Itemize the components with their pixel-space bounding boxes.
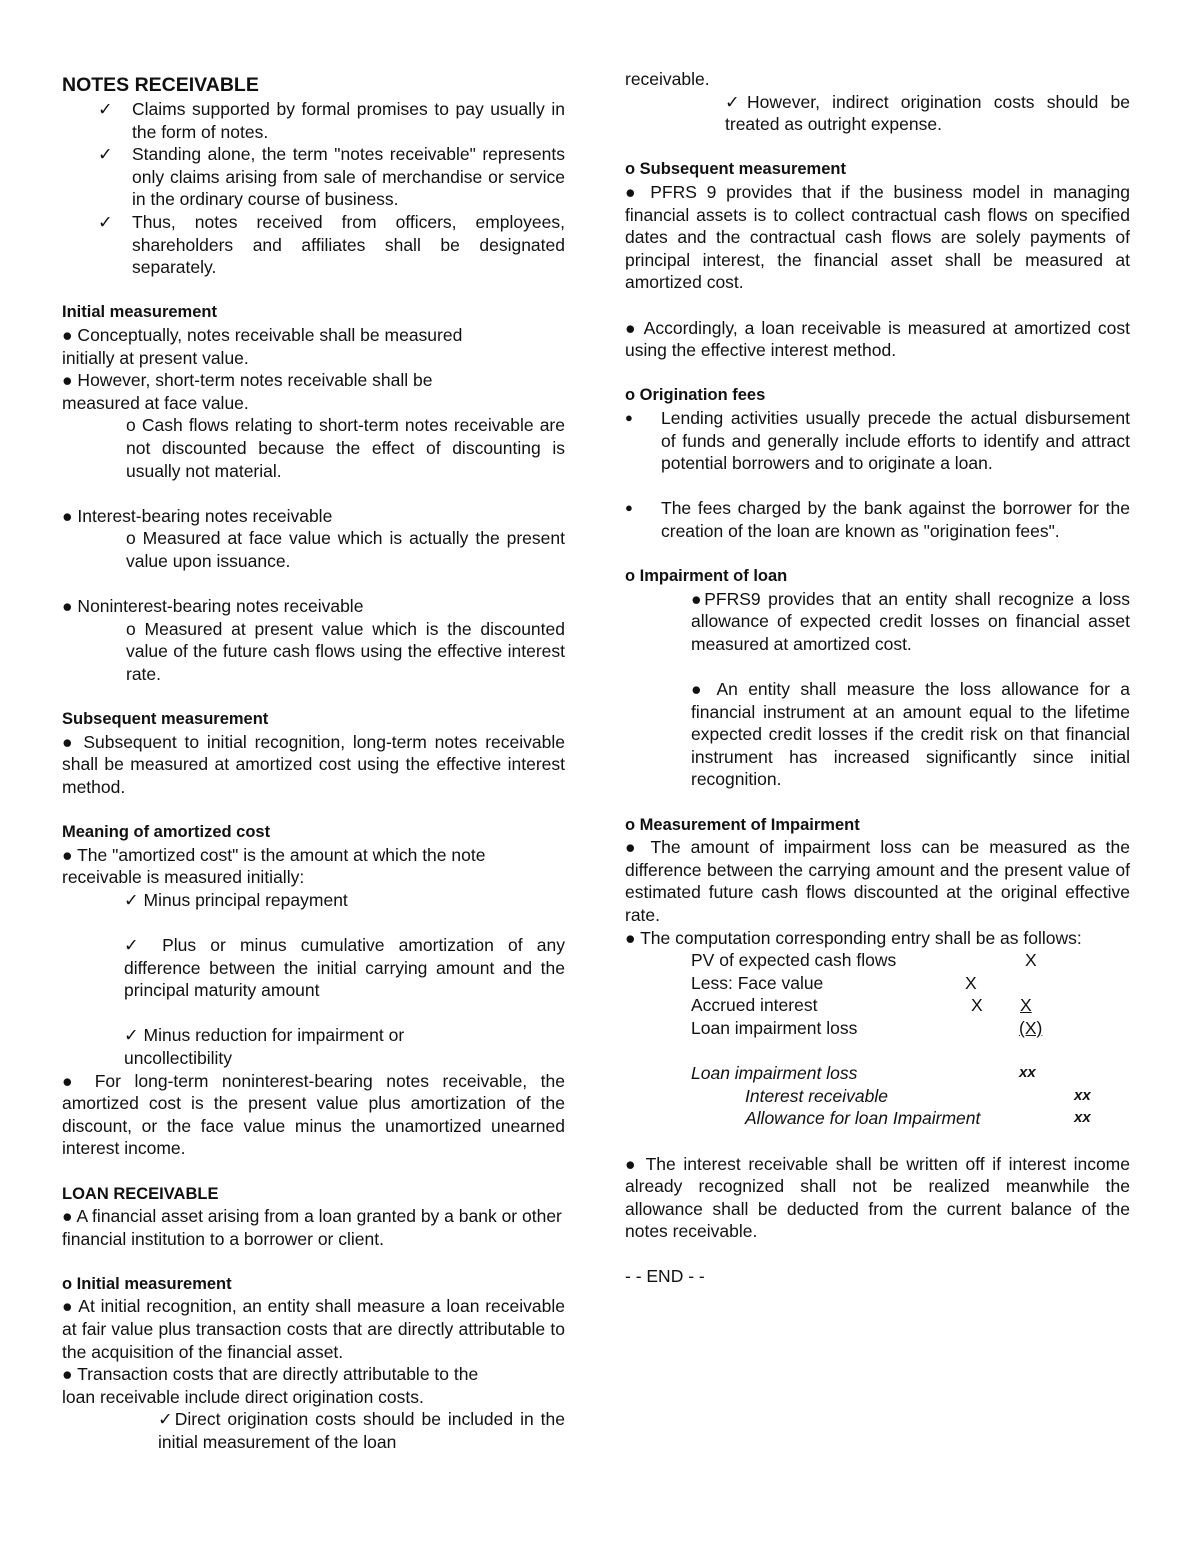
checklist-item <box>62 211 565 279</box>
check-line: ✓ Plus or minus cumulative amortization of any difference between the initial carrying amount and the principal maturity amount <box>124 934 565 1001</box>
journal-entry-debit <box>625 1062 1130 1085</box>
paragraph: ● Noninterest-bearing notes receivable <box>62 596 364 617</box>
computation-row <box>625 972 1130 995</box>
row-amount: X <box>971 995 983 1016</box>
row-label: PV of expected cash flows <box>691 950 897 971</box>
section-title-notes-receivable: NOTES RECEIVABLE <box>62 74 259 96</box>
check-line: ✓ Minus principal repayment <box>124 889 348 910</box>
check-line: ✓ Minus reduction for impairment or uncollectibility <box>124 1025 405 1068</box>
paragraph: ● Transaction costs that are directly attributable to the loan receivable include direct origination costs. <box>62 1364 479 1407</box>
bullet-item <box>625 497 1130 542</box>
check-line: ✓However, indirect origination costs should be treated as outright expense. <box>725 91 1130 135</box>
heading-measurement-of-impairment: o Measurement of Impairment <box>625 815 860 834</box>
bullet-item <box>625 407 1130 475</box>
paragraph: ● PFRS 9 provides that if the business model in managing financial assets is to collect contractual cash flows on specified dates and the contractual cash flows are solely payments of principal interest, the financial asset shall be measured at amortized cost. <box>625 181 1130 293</box>
heading-subsequent-measurement-loan: o Subsequent measurement <box>625 160 846 179</box>
row-amount: X <box>1020 995 1032 1016</box>
checklist-item <box>62 98 565 143</box>
checklist-item <box>62 143 565 211</box>
paragraph: ● At initial recognition, an entity shall measure a loan receivable at fair value plus transaction costs that are directly attributable to the acquisition of the financial asset. <box>62 1296 565 1362</box>
row-label: Less: Face value <box>691 972 824 993</box>
paragraph: ●PFRS9 provides that an entity shall recognize a loss allowance of expected credit losses on financial asset measured at amortized cost. <box>691 588 1130 654</box>
bullet-icon: ● <box>625 500 633 516</box>
paragraph: ● For long-term noninterest-bearing notes receivable, the amortized cost is the present value plus amortization of the discount, or the face value minus the unamortized unearned interest income. <box>62 1070 565 1159</box>
paragraph: ● Accordingly, a loan receivable is measured at amortized cost using the effective interest method. <box>625 317 1130 361</box>
end-marker: - - END - - <box>625 1266 705 1287</box>
check-icon: ✓ <box>98 211 113 232</box>
journal-entry-credit <box>625 1085 1130 1108</box>
row-label: Accrued interest <box>691 995 818 1016</box>
sub-paragraph: o Cash flows relating to short-term notes receivable are not discounted because the effect of discounting is usually not material. <box>126 415 565 481</box>
paragraph: ● The "amortized cost" is the amount at which the note receivable is measured initially: <box>62 844 486 888</box>
computation-row <box>625 1017 1130 1040</box>
check-icon: ✓ <box>98 99 113 119</box>
heading-amortized-cost: Meaning of amortized cost <box>62 823 271 841</box>
bullet-text: The fees charged by the bank against the borrower for the creation of the loan are known as "origination fees". <box>661 498 1130 541</box>
heading-initial-measurement: Initial measurement <box>62 303 217 322</box>
sub-paragraph: o Measured at face value which is actually the present value upon issuance. <box>126 528 565 571</box>
sub-paragraph: o Measured at present value which is the discounted value of the future cash flows using the effective interest rate. <box>126 618 565 684</box>
paragraph: ● The interest receivable shall be written off if interest income already recognized shall not be realized meanwhile the allowance shall be deducted from the current balance of the notes receivable. <box>625 1153 1130 1242</box>
paragraph: ● An entity shall measure the loss allowance for a financial instrument at an amount equal to the lifetime expected credit losses if the credit risk on that financial instrument has increased significantly since initial recognition. <box>691 679 1130 790</box>
heading-impairment-of-loan: o Impairment of loan <box>625 567 788 586</box>
entry-label: Interest receivable <box>745 1085 888 1106</box>
entry-amount: xx <box>1019 1064 1036 1082</box>
checklist-text: Claims supported by formal promises to pay usually in the form of notes. <box>132 99 565 142</box>
check-line: ✓Direct origination costs should be included in the initial measurement of the loan <box>158 1409 565 1453</box>
bullet-icon: ● <box>625 409 633 425</box>
heading-loan-receivable: LOAN RECEIVABLE <box>62 1184 219 1203</box>
row-label: Loan impairment loss <box>691 1017 858 1038</box>
entry-label: Allowance for loan Impairment <box>745 1108 981 1129</box>
paragraph: ● Conceptually, notes receivable shall be measured initially at present value. <box>62 324 463 368</box>
paragraph: ● A financial asset arising from a loan granted by a bank or other financial institution to a borrower or client. <box>62 1206 562 1249</box>
entry-amount: xx <box>1074 1109 1091 1127</box>
row-amount: (X) <box>1019 1017 1043 1038</box>
checklist-text: Standing alone, the term "notes receivable" represents only claims arising from sale of merchandise or service in the ordinary course of business. <box>132 144 565 210</box>
entry-amount: xx <box>1074 1086 1091 1104</box>
paragraph: ● Subsequent to initial recognition, long-term notes receivable shall be measured at amortized cost using the effective interest method. <box>62 731 565 797</box>
paragraph: ● The computation corresponding entry shall be as follows: <box>625 927 1082 948</box>
paragraph: receivable. <box>625 69 710 89</box>
check-icon: ✓ <box>98 144 113 165</box>
heading-origination-fees: o Origination fees <box>625 386 766 405</box>
row-amount: X <box>1025 950 1037 971</box>
row-amount: X <box>965 972 977 993</box>
checklist-text: Thus, notes received from officers, employees, shareholders and affiliates shall be designated separately. <box>132 211 565 278</box>
bullet-text: Lending activities usually precede the actual disbursement of funds and generally include efforts to identify and attract potential borrowers and to originate a loan. <box>661 407 1130 474</box>
journal-entry-credit <box>625 1107 1130 1130</box>
right-column <box>625 68 1130 1288</box>
computation-row <box>625 994 1130 1017</box>
entry-label: Loan impairment loss <box>691 1063 858 1084</box>
paragraph: ● The amount of impairment loss can be measured as the difference between the carrying amount and the present value of estimated future cash flows discounted at the original effective rate. <box>625 837 1130 925</box>
paragraph: ● However, short-term notes receivable shall be measured at face value. <box>62 370 433 413</box>
heading-subsequent-measurement: Subsequent measurement <box>62 710 269 729</box>
paragraph: ● Interest-bearing notes receivable <box>62 505 333 526</box>
left-column <box>62 68 565 1454</box>
computation-row <box>625 949 1130 972</box>
heading-loan-initial-measurement: o Initial measurement <box>62 1274 232 1293</box>
